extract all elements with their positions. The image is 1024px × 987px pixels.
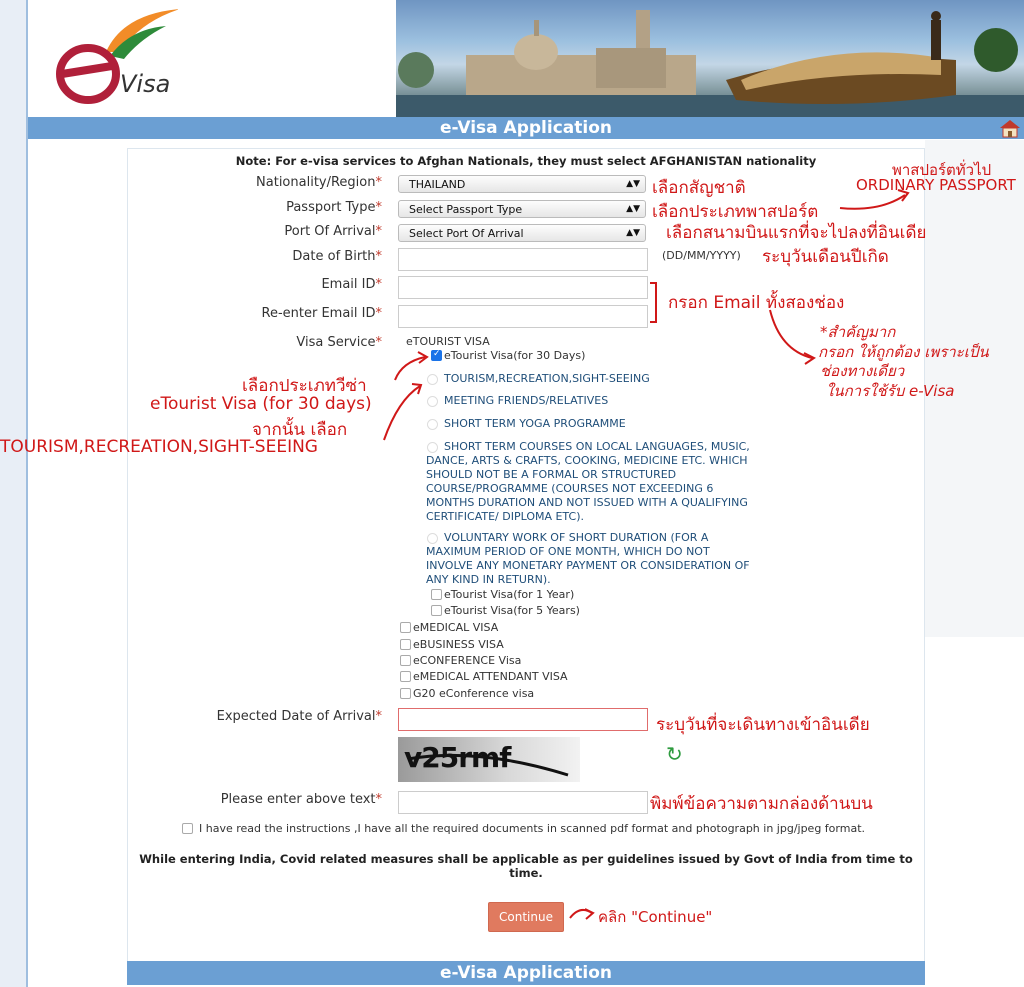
port-of-arrival-select[interactable]: Select Port Of Arrival ▲▼ [398,224,646,242]
page-title: e-Visa Application [440,118,612,138]
select-arrow-icon: ▲▼ [626,228,640,238]
visa-service-label: Visa Service* [296,335,382,350]
annotation-captcha: พิมพ์ข้อความตามกล่องด้านบน [650,794,873,814]
covid-note: While entering India, Covid related measures shall be applicable as per guidelines issued by Govt of India from time to time. [139,852,913,880]
port-of-arrival-label: Port Of Arrival* [284,224,382,239]
annotation-visa-type-2: eTourist Visa (for 30 days) [150,394,372,414]
annotation-visa-type-1: เลือกประเภทวีซ่า [242,376,367,396]
dob-label: Date of Birth* [292,249,382,264]
g20-label: G20 eConference visa [413,687,535,700]
annotation-arrival: ระบุวันที่จะเดินทางเข้าอินเดีย [656,715,870,735]
etourist-1y-label: eTourist Visa(for 1 Year) [444,588,575,601]
svg-text:Visa: Visa [120,70,171,98]
passport-type-select[interactable]: Select Passport Type ▲▼ [398,200,646,218]
captcha-image: v25rmf [398,737,580,782]
refresh-captcha-icon[interactable]: ↻ [666,742,683,766]
annotation-port: เลือกสนามบินแรกที่จะไปลงที่อินเดีย [666,223,927,243]
annotation-nationality: เลือกสัญชาติ [652,178,746,198]
etourist-5y-label: eTourist Visa(for 5 Years) [444,604,580,617]
annotation-ordinary-en: ORDINARY PASSPORT [856,176,1016,194]
purpose-voluntary-label: VOLUNTARY WORK OF SHORT DURATION (FOR A MAXIMUM PERIOD OF ONE MONTH, WHICH DO NOT INVOLVE ANY MONETARY PAYMENT OR CONSIDERATION OF ANY KIND IN RETURN). [426,531,750,586]
annotation-important-4: ในการใช้รับ e-Visa [826,382,955,400]
captcha-input-label: Please enter above text* [220,792,382,807]
emedical-attendant-label: eMEDICAL ATTENDANT VISA [413,670,568,683]
etourist-group-label: eTOURIST VISA [406,335,490,348]
annotation-passport-type: เลือกประเภทพาสปอร์ต [652,202,819,222]
purpose-meeting-label: MEETING FRIENDS/RELATIVES [444,394,609,407]
dob-format-hint: (DD/MM/YYYY) [662,249,741,262]
purpose-courses-label: SHORT TERM COURSES ON LOCAL LANGUAGES, MUSIC, DANCE, ARTS & CRAFTS, COOKING, MEDICINE ETC. WHICH SHOULD NOT BE A FORMAL OR STRUCTURED COURSE/PROGRAMME (COURSES NOT EXCEEDING 6 MONTHS DURATION AND NOT ISSUED WITH A QUALIFYING CERTIFICATE/ DIPLOMA ETC). [426,440,750,523]
annotation-visa-type-4: TOURISM,RECREATION,SIGHT-SEEING [0,437,318,457]
annotation-continue: คลิก "Continue" [598,908,713,926]
annotation-important-3: ช่องทางเดียว [820,362,905,380]
ebusiness-label: eBUSINESS VISA [413,638,504,651]
emedical-label: eMEDICAL VISA [413,621,499,634]
nationality-select[interactable]: THAILAND ▲▼ [398,175,646,193]
continue-button[interactable]: Continue [488,902,564,932]
purpose-tourism-label: TOURISM,RECREATION,SIGHT-SEEING [444,372,650,385]
expected-arrival-label: Expected Date of Arrival* [216,709,382,724]
annotation-important-2: กรอก ให้ถูกต้อง เพราะเป็น [818,343,989,361]
select-arrow-icon: ▲▼ [626,204,640,214]
afghan-note: Note: For e-visa services to Afghan Nationals, they must select AFGHANISTAN nationality [235,154,817,168]
select-arrow-icon: ▲▼ [626,179,640,189]
reemail-label: Re-enter Email ID* [261,306,382,321]
annotation-important-1: *สำคัญมาก [820,323,896,341]
etourist-30-label: eTourist Visa(for 30 Days) [444,349,586,362]
annotation-visa-type-3: จากนั้น เลือก [252,420,348,440]
annotation-ordinary-th: พาสปอร์ตทั่วไป [892,161,992,179]
passport-type-label: Passport Type* [286,200,382,215]
purpose-yoga-label: SHORT TERM YOGA PROGRAMME [444,417,626,430]
annotation-email: กรอก Email ทั้งสองช่อง [668,293,845,313]
annotation-dob: ระบุวันเดือนปีเกิด [762,247,889,267]
econference-label: eCONFERENCE Visa [413,654,522,667]
nationality-label: Nationality/Region* [256,175,382,190]
footer-title: e-Visa Application [440,963,612,983]
email-label: Email ID* [321,277,382,292]
agree-label: I have read the instructions ,I have all the required documents in scanned pdf format and photograph in jpg/jpeg format. [199,822,866,835]
